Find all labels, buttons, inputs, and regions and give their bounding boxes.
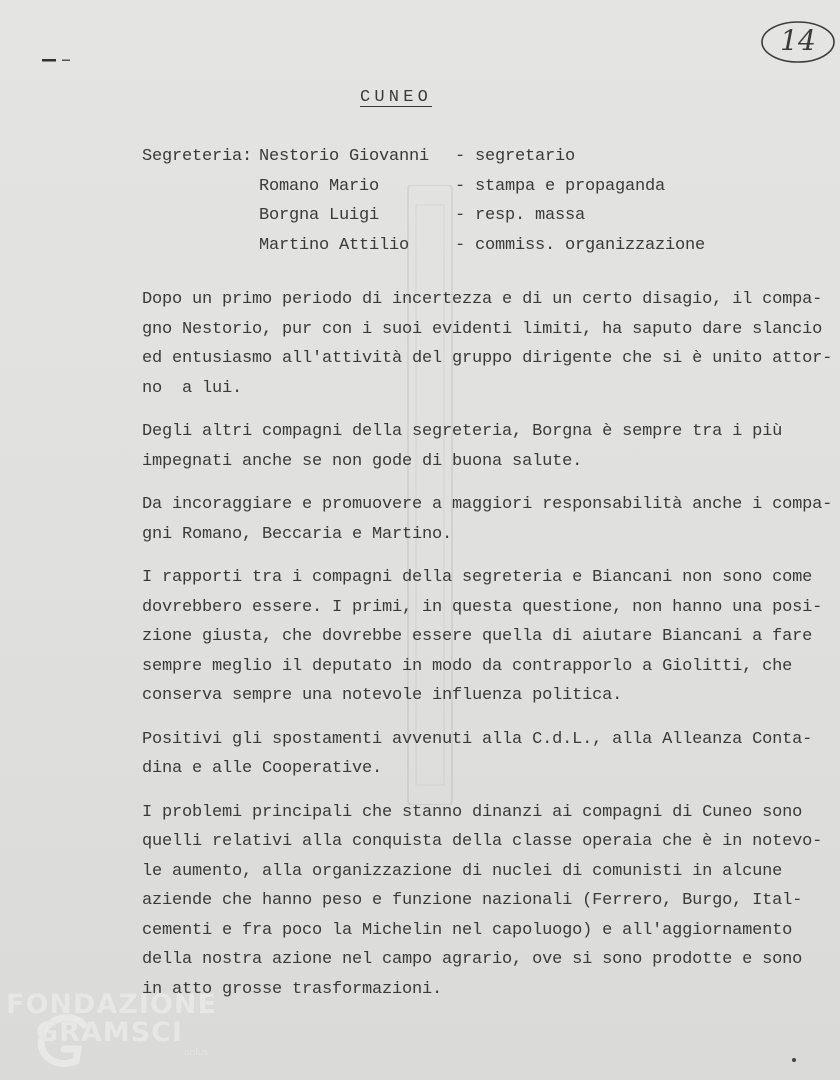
margin-dash-mark bbox=[42, 50, 72, 56]
text-line: quelli relativi alla conquista della classe operaia che è in notevo- bbox=[142, 832, 823, 851]
folio-number-text: 14 bbox=[780, 24, 816, 57]
text-line: aziende che hanno peso e funzione nazionali (Ferrero, Burgo, Ital- bbox=[142, 891, 803, 910]
member-name: Martino Attilio bbox=[259, 235, 410, 255]
text-line: le aumento, alla organizzazione di nuclei di comunisti in alcune bbox=[142, 861, 783, 881]
secretariat-label: Segreteria: bbox=[142, 147, 253, 166]
logo-line-2: GRAMSCI bbox=[36, 1017, 184, 1048]
page-title: CUNEO bbox=[360, 88, 433, 107]
text-line: Positivi gli spostamenti avvenuti alla C.d.L., alla Alleanza Conta- bbox=[142, 729, 813, 749]
text-line: gno Nestorio, pur con i suoi evidenti limiti, ha saputo dare slancio bbox=[142, 319, 823, 339]
logo-line-1: FONDAZIONE bbox=[6, 989, 217, 1020]
text-line: impegnati anche se non gode di buona salute. bbox=[142, 451, 583, 471]
report-body bbox=[142, 285, 833, 1018]
paragraph bbox=[142, 285, 833, 403]
text-line: I problemi principali che stanno dinanzi ai compagni di Cuneo sono bbox=[142, 802, 803, 822]
member-role: - segretario bbox=[455, 147, 576, 166]
text-line: ed entusiasmo all'attività del gruppo dirigente che si è unito attor- bbox=[142, 349, 833, 368]
paragraph bbox=[142, 798, 822, 1005]
member-role: - commiss. organizzazione bbox=[455, 235, 706, 255]
text-line: conserva sempre una notevole influenza politica. bbox=[142, 686, 623, 705]
text-line: Da incoraggiare e promuovere a maggiori responsabilità anche i compa- bbox=[142, 495, 833, 514]
fondazione-gramsci-logo bbox=[6, 985, 246, 1075]
text-line: sempre meglio il deputato in modo da contrapporlo a Giolitti, che bbox=[142, 656, 793, 676]
member-name: Nestorio Giovanni bbox=[259, 147, 430, 166]
text-line: dovrebbero essere. I primi, in questa questione, non hanno una posi- bbox=[142, 597, 823, 617]
member-role: - resp. massa bbox=[455, 206, 586, 225]
text-line: zione giusta, che dovrebbe essere quella di aiutare Biancani a fare bbox=[142, 627, 813, 646]
text-line: dina e alle Cooperative. bbox=[142, 759, 383, 778]
text-line: no a lui. bbox=[142, 378, 243, 398]
folio-number bbox=[758, 18, 838, 68]
text-line: della nostra azione nel campo agrario, ove si sono prodotte e sono bbox=[142, 950, 803, 969]
paragraph bbox=[142, 563, 822, 711]
text-line: I rapporti tra i compagni della segreteria e Biancani non sono come bbox=[142, 568, 813, 587]
text-line: gni Romano, Beccaria e Martino. bbox=[142, 524, 453, 544]
logo-suffix: onlus bbox=[184, 1048, 209, 1058]
paragraph bbox=[142, 725, 822, 784]
text-line: Degli altri compagni della segreteria, Borgna è sempre tra i più bbox=[142, 422, 783, 441]
member-role: - stampa e propaganda bbox=[455, 176, 666, 196]
paragraph bbox=[142, 490, 833, 549]
text-line: in atto grosse trasformazioni. bbox=[142, 979, 443, 999]
member-name: Romano Mario bbox=[259, 176, 380, 196]
paragraph bbox=[142, 417, 822, 476]
paper-speck bbox=[792, 1058, 796, 1062]
text-line: cementi e fra poco la Michelin nel capoluogo) e all'aggiornamento bbox=[142, 920, 793, 940]
member-name: Borgna Luigi bbox=[259, 206, 380, 225]
text-line: Dopo un primo periodo di incertezza e di un certo disagio, il compa- bbox=[142, 290, 823, 309]
